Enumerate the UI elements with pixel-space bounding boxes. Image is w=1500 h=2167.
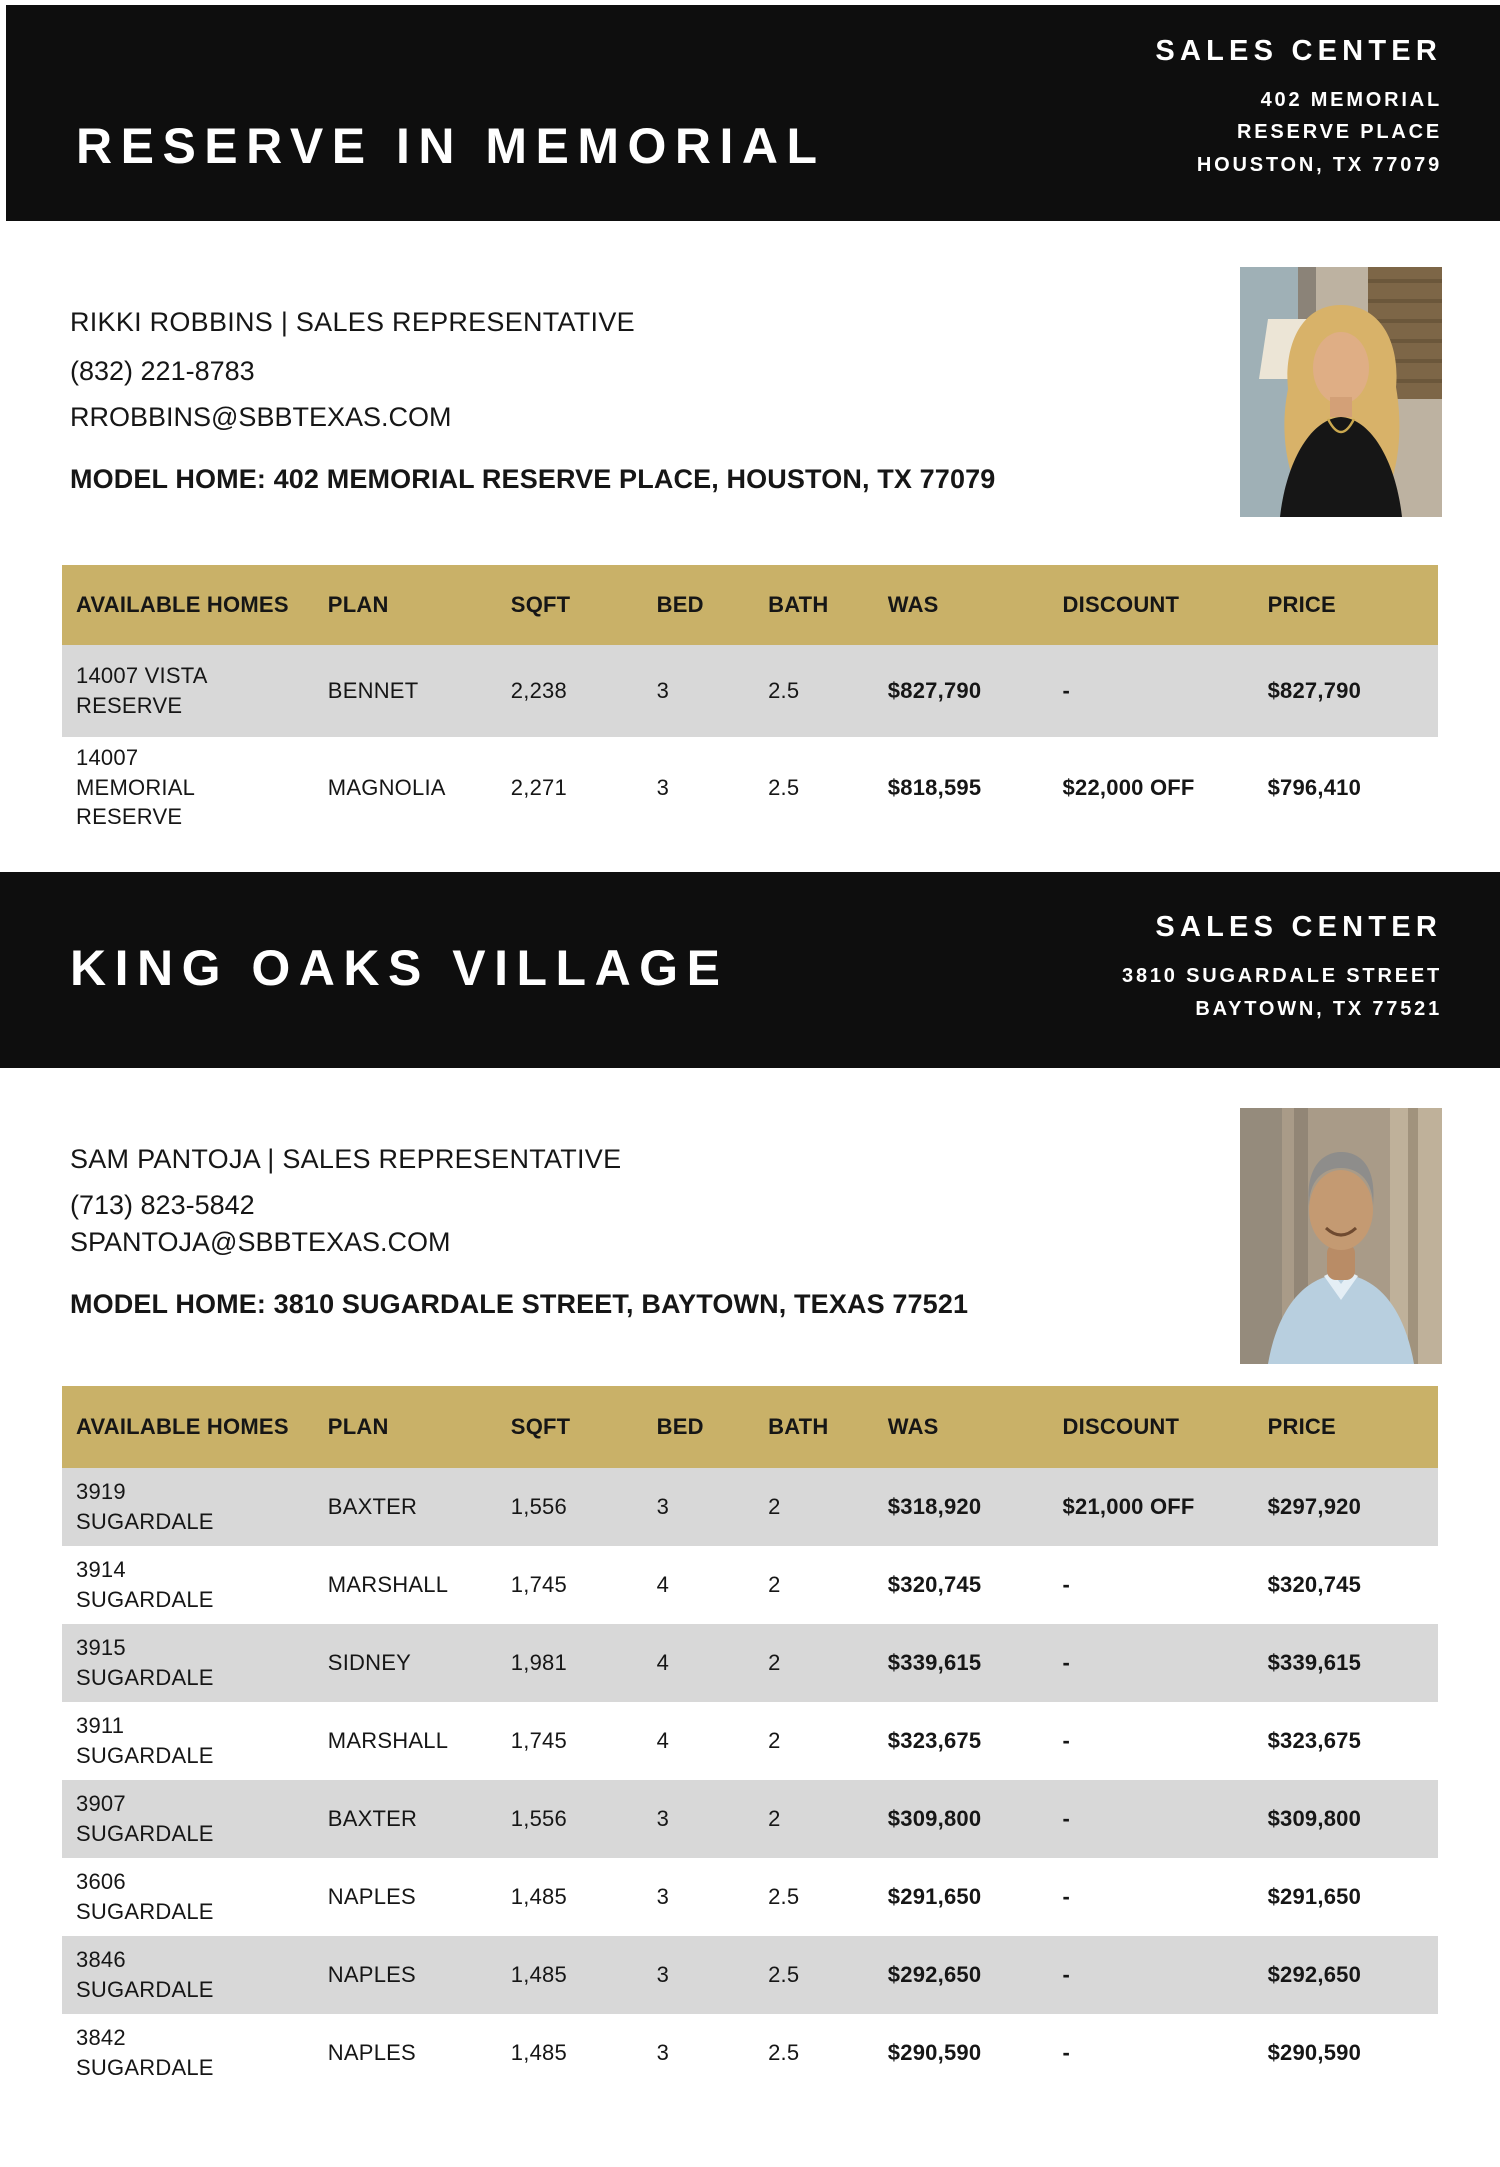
model-home-address: MODEL HOME: 3810 SUGARDALE STREET, BAYTOWN, TEXAS 77521 (70, 1289, 969, 1320)
table-cell: 3915 SUGARDALE (76, 1635, 214, 1691)
table-cell: 4 (656, 1728, 670, 1754)
column-header: WAS (887, 592, 939, 617)
table-cell: 3606 SUGARDALE (76, 1869, 214, 1925)
column-header: SQFT (510, 1414, 571, 1440)
table-cell: 3846 SUGARDALE (76, 1947, 214, 2003)
table-cell: 1,745 (510, 1572, 567, 1598)
headshot-illustration (1240, 267, 1442, 517)
table-cell: 2.5 (768, 678, 800, 704)
table-cell: $339,615 (1267, 1650, 1362, 1676)
table-cell: - (1062, 1572, 1071, 1598)
table-cell: 2.5 (768, 1962, 800, 1988)
table-row (62, 2014, 1438, 2092)
table-cell: $291,650 (1267, 1884, 1362, 1910)
table-cell: $309,800 (1267, 1806, 1362, 1832)
table-cell: 1,485 (510, 1962, 567, 1988)
address-line: 402 MEMORIAL (1260, 89, 1442, 111)
table-cell: $309,800 (887, 1806, 982, 1832)
table-header-row (62, 565, 1438, 645)
column-header: SQFT (510, 592, 571, 617)
column-header: DISCOUNT (1062, 1414, 1180, 1440)
rep-name-title: RIKKI ROBBINS | SALES REPRESENTATIVE (70, 307, 635, 337)
table-row (62, 645, 1438, 737)
address-line: HOUSTON, TX 77079 (1196, 153, 1442, 176)
rep-photo-rikki-robbins (1240, 267, 1442, 517)
sales-center-address (1122, 960, 1442, 1025)
rep-email: RROBBINS@SBBTEXAS.COM (70, 402, 452, 432)
column-header: AVAILABLE HOMES (76, 1414, 289, 1440)
address-line: BAYTOWN, TX 77521 (1195, 997, 1442, 1020)
table-cell: 3907 SUGARDALE (76, 1791, 214, 1847)
column-header: WAS (887, 1414, 939, 1440)
table-cell: $796,410 (1267, 774, 1362, 800)
table-cell: $292,650 (887, 1962, 982, 1988)
table-cell: 3 (656, 1962, 670, 1988)
table-cell: 2,271 (510, 774, 567, 800)
table-row (62, 1468, 1438, 1546)
table-header-row (62, 1386, 1438, 1468)
table-cell: - (1062, 678, 1071, 704)
table-cell: 1,556 (510, 1494, 567, 1520)
table-cell: $290,590 (1267, 2040, 1362, 2066)
sales-center-address (1155, 84, 1442, 181)
community-title: RESERVE IN MEMORIAL (76, 118, 826, 174)
table-cell: $21,000 OFF (1062, 1494, 1195, 1520)
community-banner (6, 5, 1500, 221)
headshot-illustration (1240, 1108, 1442, 1364)
rep-email: SPANTOJA@SBBTEXAS.COM (70, 1227, 451, 1258)
address-line: 3810 SUGARDALE STREET (1122, 965, 1442, 988)
table-cell: $291,650 (887, 1884, 982, 1910)
table-cell: 1,485 (510, 1884, 567, 1910)
table-cell: BAXTER (327, 1494, 418, 1520)
sales-center-block (1155, 35, 1442, 187)
table-cell: 1,485 (510, 2040, 567, 2066)
table-cell: 2.5 (768, 1884, 800, 1910)
column-header: DISCOUNT (1062, 592, 1180, 617)
table-cell: 3 (656, 1884, 670, 1910)
table-cell: - (1062, 1728, 1071, 1754)
table-row (62, 1858, 1438, 1936)
table-cell: 3 (656, 2040, 670, 2066)
column-header: BATH (768, 1414, 829, 1440)
table-row (62, 1546, 1438, 1624)
sales-rep-block (0, 1068, 1500, 1386)
table-cell: 3 (656, 1806, 670, 1832)
table-cell: BAXTER (327, 1806, 418, 1832)
table-cell: NAPLES (327, 1884, 416, 1910)
table-cell: 14007 MEMORIAL RESERVE (76, 745, 195, 830)
community-title: KING OAKS VILLAGE (70, 940, 729, 997)
table-cell: - (1062, 1806, 1071, 1832)
table-cell: - (1062, 1650, 1071, 1676)
table-cell: 3 (656, 678, 670, 704)
rep-phone: (713) 823-5842 (70, 1190, 255, 1221)
table-cell: 2 (768, 1650, 781, 1676)
sales-center-label: SALES CENTER (1155, 35, 1442, 67)
table-cell: 2 (768, 1806, 781, 1832)
table-cell: 3911 SUGARDALE (76, 1713, 214, 1769)
table-cell: - (1062, 1962, 1071, 1988)
column-header: BATH (768, 592, 829, 617)
table-cell: 1,556 (510, 1806, 567, 1832)
sales-center-label: SALES CENTER (1155, 911, 1442, 944)
table-cell: $22,000 OFF (1062, 774, 1195, 800)
table-row (62, 1780, 1438, 1858)
rep-photo-sam-pantoja (1240, 1108, 1442, 1364)
table-cell: 14007 VISTA RESERVE (76, 663, 207, 718)
column-header: AVAILABLE HOMES (76, 592, 289, 617)
column-header: BED (656, 1414, 704, 1440)
table-cell: $297,920 (1267, 1494, 1362, 1520)
column-header: PRICE (1267, 592, 1336, 617)
rep-name-title: SAM PANTOJA | SALES REPRESENTATIVE (70, 1144, 622, 1175)
table-cell: $323,675 (887, 1728, 982, 1754)
table-cell: $818,595 (887, 774, 982, 800)
table-row (62, 1702, 1438, 1780)
table-cell: 2.5 (768, 774, 800, 800)
column-header: PRICE (1267, 1414, 1336, 1440)
table-cell: $320,745 (887, 1572, 982, 1598)
table-row (62, 1624, 1438, 1702)
model-home-address: MODEL HOME: 402 MEMORIAL RESERVE PLACE, HOUSTON, TX 77079 (70, 464, 996, 494)
table-cell: 3914 SUGARDALE (76, 1557, 214, 1613)
table-cell: 3919 SUGARDALE (76, 1479, 214, 1535)
column-header: BED (656, 592, 704, 617)
table-cell: 3 (656, 1494, 670, 1520)
table-cell: $339,615 (887, 1650, 982, 1676)
table-cell: 1,981 (510, 1650, 567, 1676)
column-header: PLAN (327, 1414, 389, 1440)
table-cell: 4 (656, 1572, 670, 1598)
table-cell: 3842 SUGARDALE (76, 2025, 214, 2081)
table-row (62, 737, 1438, 838)
table-cell: SIDNEY (327, 1650, 412, 1676)
table-cell: - (1062, 1884, 1071, 1910)
table-cell: 2 (768, 1728, 781, 1754)
sales-center-block (1122, 911, 1442, 1025)
table-cell: 2 (768, 1572, 781, 1598)
column-header: PLAN (327, 592, 389, 617)
table-cell: 1,745 (510, 1728, 567, 1754)
table-cell: $827,790 (887, 678, 982, 704)
table-cell: 3 (656, 774, 670, 800)
table-cell: BENNET (327, 678, 419, 704)
section-reserve-in-memorial (0, 5, 1500, 838)
table-cell: 4 (656, 1650, 670, 1676)
sales-rep-block (0, 221, 1500, 565)
table-cell: MAGNOLIA (327, 774, 446, 800)
address-line: RESERVE PLACE (1237, 121, 1442, 144)
table-row (62, 1936, 1438, 2014)
section-king-oaks-village (0, 872, 1500, 2092)
table-cell: $292,650 (1267, 1962, 1362, 1988)
available-homes-table (62, 1386, 1438, 2092)
table-cell: 2.5 (768, 2040, 800, 2066)
available-homes-table (62, 565, 1438, 838)
table-cell: $323,675 (1267, 1728, 1362, 1754)
table-cell: 2,238 (510, 678, 567, 704)
table-cell: $318,920 (887, 1494, 982, 1520)
table-cell: 2 (768, 1494, 781, 1520)
rep-phone: (832) 221-8783 (70, 356, 255, 386)
table-cell: MARSHALL (327, 1572, 449, 1598)
table-cell: $290,590 (887, 2040, 982, 2066)
table-cell: MARSHALL (327, 1728, 449, 1754)
table-cell: - (1062, 2040, 1071, 2066)
table-cell: NAPLES (327, 1962, 416, 1988)
table-cell: $320,745 (1267, 1572, 1362, 1598)
table-cell: $827,790 (1267, 678, 1362, 704)
community-banner (0, 872, 1500, 1068)
table-cell: NAPLES (327, 2040, 416, 2066)
